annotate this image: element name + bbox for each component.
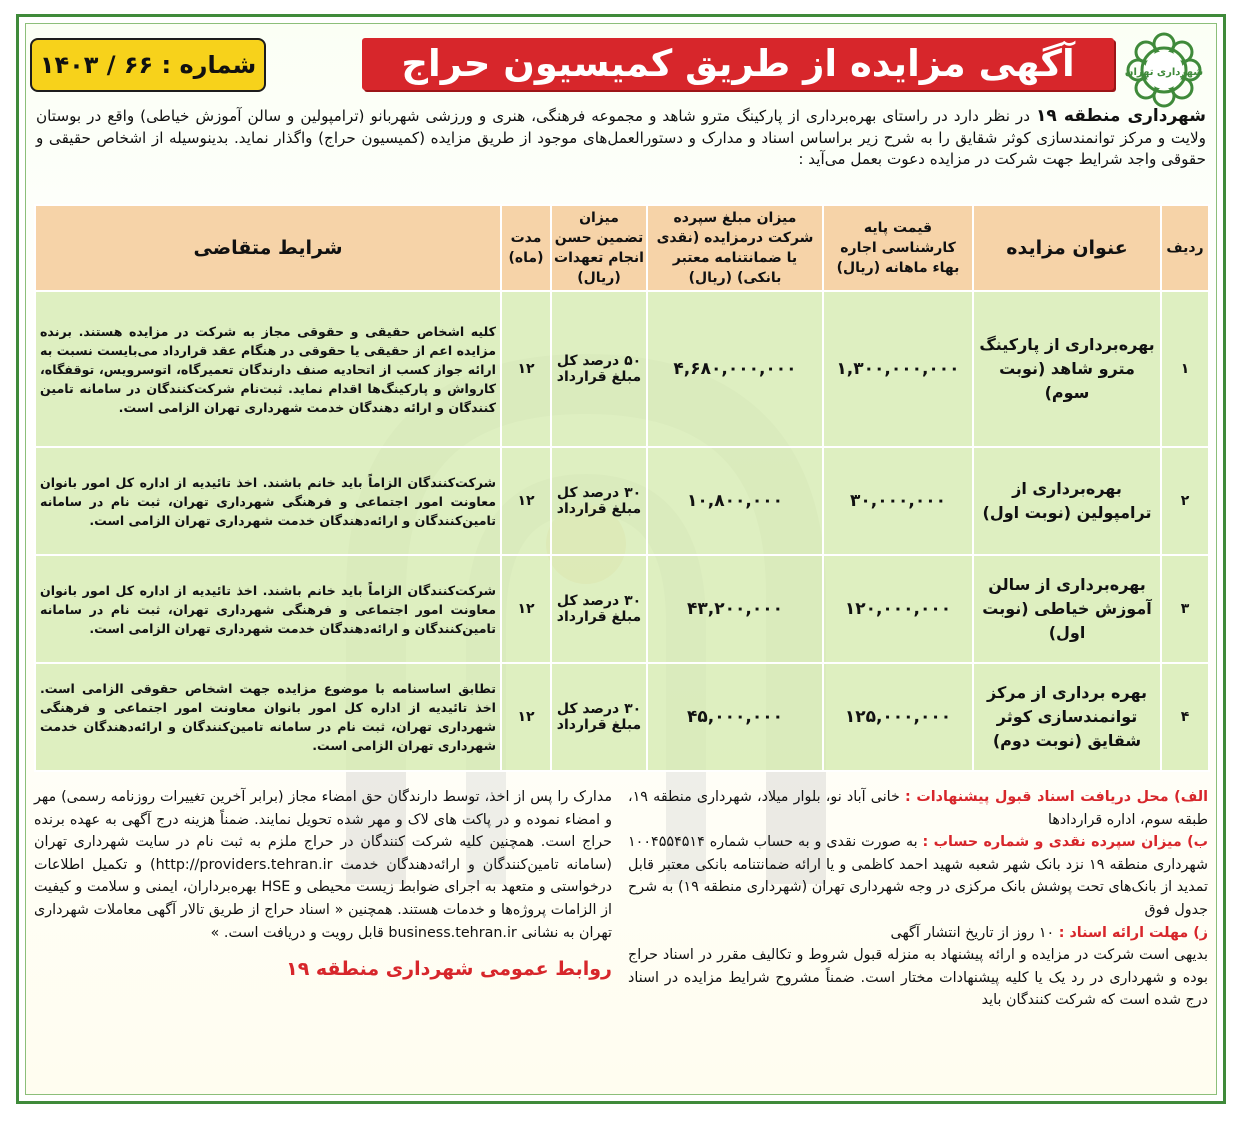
providers-link[interactable]: http://providers.tehran.ir bbox=[155, 856, 333, 873]
business-link[interactable]: business.tehran.ir bbox=[388, 924, 517, 941]
bottom-right-column bbox=[628, 786, 1208, 1012]
auction-table bbox=[34, 204, 1210, 772]
bottom-section bbox=[34, 786, 1208, 1086]
notice-body bbox=[25, 23, 1217, 1095]
intro-text: در نظر دارد در راستای بهره‌برداری از پارکینگ مترو شاهد و مجموعه فرهنگی، هنری و ورزشی شهربانو (ترامپولین و سالن آموزش خیاطی) واقع در بوستان ولایت و مرکز توانمندسازی کوثر شقایق را به شرح زیر براساس اسناد و مدارک و دستورالعمل‌های موجود از طریق مزایده (کمیسیون حراج) واگذار نماید. بدینوسیله از اشخاص حقیقی و حقوقی واجد شرایط جهت شرکت در مزایده دعوت بعمل می‌آید : bbox=[36, 107, 1206, 168]
left-text-2: ) و تکمیل اطلاعات درخواستی و متعهد به اجرای ضوابط زیست محیطی و bbox=[34, 856, 612, 896]
left-text-4: قابل رویت و دریافت است. » bbox=[210, 924, 389, 941]
cell-title: بهره برداری از مرکز توانمندسازی کوثر شقایق (نوبت دوم) bbox=[973, 663, 1161, 771]
header-duration: مدت (ماه) bbox=[501, 205, 551, 291]
cell-deposit: ۴,۶۸۰,۰۰۰,۰۰۰ bbox=[647, 291, 823, 447]
table-row bbox=[35, 447, 1209, 555]
cell-base-price: ۱۲۰,۰۰۰,۰۰۰ bbox=[823, 555, 973, 663]
cell-guarantee: ۵۰ درصد کل مبلغ قرارداد bbox=[551, 291, 647, 447]
cell-title: بهره‌برداری از ترامپولین (نوبت اول) bbox=[973, 447, 1161, 555]
hse-label: HSE bbox=[261, 879, 291, 896]
bottom-left-column bbox=[34, 786, 612, 981]
left-text-3: بهره‌برداران، ایمنی و سلامت و کیفیت از الزامات پروژه‌ها و خدمات هستند. همچنین « اسناد حراج از طریق تالار آگهی معاملات شهرداری تهران به نشانی bbox=[34, 879, 612, 941]
notice-frame bbox=[16, 14, 1226, 1104]
header-conditions: شرایط متقاضی bbox=[35, 205, 501, 291]
cell-deposit: ۴۳,۲۰۰,۰۰۰ bbox=[647, 555, 823, 663]
item-b-label: ب) میزان سپرده نقدی و شماره حساب : bbox=[922, 834, 1208, 851]
header bbox=[30, 28, 1212, 100]
tehran-municipality-logo bbox=[1122, 28, 1206, 112]
cell-deposit: ۱۰,۸۰۰,۰۰۰ bbox=[647, 447, 823, 555]
header-guarantee: میزان تضمین حسن انجام تعهدات (ریال) bbox=[551, 205, 647, 291]
cell-guarantee: ۳۰ درصد کل مبلغ قرارداد bbox=[551, 663, 647, 771]
item-c bbox=[628, 922, 1208, 945]
notice-number: شماره : ۶۶ / ۱۴۰۳ bbox=[30, 38, 266, 92]
table-header-row bbox=[35, 205, 1209, 291]
cell-row-number: ۲ bbox=[1161, 447, 1209, 555]
header-base-price: قیمت پایه کارشناسی اجاره بهاء ماهانه (ریال) bbox=[823, 205, 973, 291]
intro-lead: شهرداری منطقه ۱۹ bbox=[1036, 106, 1206, 126]
cell-row-number: ۴ bbox=[1161, 663, 1209, 771]
cell-conditions: کلیه اشخاص حقیقی و حقوقی مجاز به شرکت در مزایده هستند. برنده مزایده اعم از حقیقی یا حقوقی در هنگام عقد قرارداد می‌بایست نسبت به ارائه جواز کسب از اتحادیه صنف دارندگان تعمیرگاه، اتوسرویس، توقفگاه، کارواش و پارکینگ‌ها اقدام نماید. ثبت‌نام شرکت‌کنندگان در سامانه تامین کنندگان و ارائه دهندگان خدمت شهرداری تهران الزامی است. bbox=[35, 291, 501, 447]
cell-duration: ۱۲ bbox=[501, 447, 551, 555]
cell-conditions: شرکت‌کنندگان الزاماً باید خانم باشند. اخذ تائیدیه از اداره کل امور بانوان معاونت امور اجتماعی و فرهنگی شهرداری تهران، ثبت نام در سامانه تامین‌کنندگان و ارائه‌دهندگان خدمت شهرداری تهران الزامی است. bbox=[35, 447, 501, 555]
table-row bbox=[35, 555, 1209, 663]
cell-title: بهره‌برداری از پارکینگ مترو شاهد (نوبت سوم) bbox=[973, 291, 1161, 447]
item-a bbox=[628, 786, 1208, 831]
header-deposit: میزان مبلغ سپرده شرکت درمزایده (نقدی یا ضمانتنامه معتبر بانکی) (ریال) bbox=[647, 205, 823, 291]
item-a-label: الف) محل دریافت اسناد قبول پیشنهادات : bbox=[905, 789, 1208, 805]
left-text-1: مدارک را پس از اخذ، توسط دارندگان حق امضاء مجاز (برابر آخرین تغییرات روزنامه رسمی) مهر و امضاء نموده و در پاکت های لاک و مهر شده تحویل نمایند. ضمناً هزینه درج آگهی به عهده برنده حراج است. همچنین کلیه شرکت کنندگان در حراج ملزم به ثبت نام در سایت شهرداری تهران (سامانه تامین‌کنندگان و ارائه‌دهندگان خدمت bbox=[34, 789, 613, 873]
cell-base-price: ۱۲۵,۰۰۰,۰۰۰ bbox=[823, 663, 973, 771]
table-row bbox=[35, 291, 1209, 447]
cell-duration: ۱۲ bbox=[501, 663, 551, 771]
item-c-label: ز) مهلت ارائه اسناد : bbox=[1058, 924, 1208, 941]
item-c-text: ۱۰ روز از تاریخ انتشار آگهی bbox=[890, 924, 1059, 941]
left-paragraph bbox=[34, 786, 612, 944]
header-row-number: ردیف bbox=[1161, 205, 1209, 291]
item-b bbox=[628, 831, 1208, 921]
signature: روابط عمومی شهرداری منطقه ۱۹ bbox=[286, 958, 612, 981]
intro-paragraph bbox=[36, 106, 1206, 171]
cell-conditions: تطابق اساسنامه با موضوع مزایده جهت اشخاص حقوقی الزامی است. اخذ تائیدیه از اداره کل امور بانوان معاونت امور اجتماعی و فرهنگی شهرداری تهران، ثبت نام در سامانه تامین‌کنندگان و ارائه‌دهندگان خدمت شهرداری تهران الزامی است. bbox=[35, 663, 501, 771]
cell-deposit: ۴۵,۰۰۰,۰۰۰ bbox=[647, 663, 823, 771]
cell-title: بهره‌برداری از سالن آموزش خیاطی (نوبت اول) bbox=[973, 555, 1161, 663]
cell-base-price: ۳۰,۰۰۰,۰۰۰ bbox=[823, 447, 973, 555]
cell-duration: ۱۲ bbox=[501, 555, 551, 663]
cell-conditions: شرکت‌کنندگان الزاماً باید خانم باشند. اخذ تائیدیه از اداره کل امور بانوان معاونت امور اجتماعی و فرهنگی شهرداری تهران، ثبت نام در سامانه تامین‌کنندگان و ارائه‌دهندگان خدمت شهرداری تهران الزامی است. bbox=[35, 555, 501, 663]
cell-guarantee: ۳۰ درصد کل مبلغ قرارداد bbox=[551, 555, 647, 663]
cell-row-number: ۱ bbox=[1161, 291, 1209, 447]
logo-text: شهرداری تهران bbox=[1124, 67, 1204, 78]
cell-guarantee: ۳۰ درصد کل مبلغ قرارداد bbox=[551, 447, 647, 555]
item-b-text: به صورت نقدی و به حساب شماره ۱۰۰۴۵۵۴۵۱۴ شهرداری منطقه ۱۹ نزد بانک شهر شعبه شهید احمد کاظمی و یا ارائه ضمانتنامه بانکی معتبر قابل تمدید از بانک‌های تحت پوشش بانک مرکزی در وجه شهرداری تهران (شهرداری منطقه ۱۹) به شرح جدول فوق bbox=[628, 834, 1208, 918]
cell-duration: ۱۲ bbox=[501, 291, 551, 447]
table-row bbox=[35, 663, 1209, 771]
notice-title: آگهی مزایده از طریق کمیسیون حراج bbox=[362, 38, 1114, 90]
cell-row-number: ۳ bbox=[1161, 555, 1209, 663]
item-a-text: خانی آباد نو، بلوار میلاد، شهرداری منطقه ۱۹، طبقه سوم، اداره قراردادها bbox=[628, 789, 1208, 828]
cell-base-price: ۱,۳۰۰,۰۰۰,۰۰۰ bbox=[823, 291, 973, 447]
header-title: عنوان مزایده bbox=[973, 205, 1161, 291]
item-d: بدیهی است شرکت در مزایده و ارائه پیشنهاد به منزله قبول شروط و تکالیف مقرر در اسناد حراج بوده و شهرداری در رد یک یا کلیه پیشنهادات مختار است. ضمناً مشروح شرایط مزایده در اسناد درج شده است که شرکت کنندگان باید bbox=[628, 947, 1208, 1009]
